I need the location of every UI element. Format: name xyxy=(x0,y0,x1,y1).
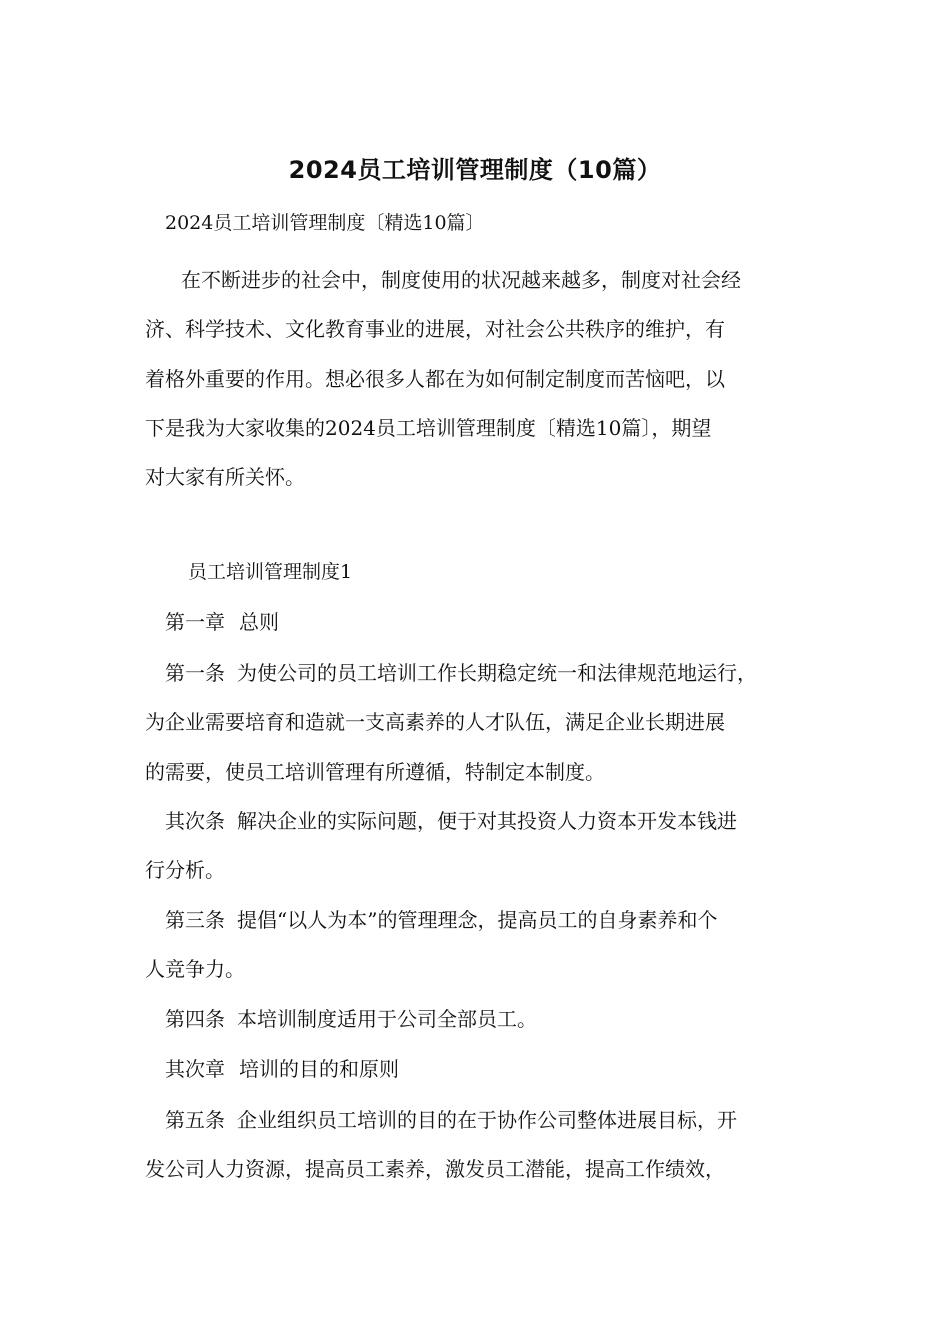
article-paragraph xyxy=(145,649,825,797)
chapter-title: 总则 xyxy=(239,610,279,634)
article-text: 企业组织员工培训的目的在于协作公司整体进展目标，开 xyxy=(237,1108,737,1132)
chapter-number: 其次章 xyxy=(165,1057,225,1081)
article-line xyxy=(145,896,825,945)
intro-line: 下是我为大家收集的2024员工培训管理制度〔精选10篇〕，期望 xyxy=(145,415,712,440)
article-line: 人竞争力。 xyxy=(145,957,245,982)
chapter-title: 培训的目的和原则 xyxy=(239,1057,399,1081)
article-text: 提倡“以人为本”的管理理念，提高员工的自身素养和个 xyxy=(237,908,718,932)
article-text: 为使公司的员工培训工作长期稳定统一和法律规范地运行， xyxy=(237,661,757,685)
article-paragraph xyxy=(145,797,825,896)
article-text: 本培训制度适用于公司全部员工。 xyxy=(237,1007,537,1031)
article-number: 第五条 xyxy=(165,1108,225,1132)
article-number: 第四条 xyxy=(165,1007,225,1031)
intro-line: 对大家有所关怀。 xyxy=(145,465,305,490)
article-paragraph xyxy=(145,995,825,1044)
chapter-heading xyxy=(165,1053,399,1085)
article-number: 第三条 xyxy=(165,908,225,932)
article-paragraph xyxy=(145,1096,825,1195)
document-subtitle: 2024员工培训管理制度〔精选10篇〕 xyxy=(165,212,485,234)
article-line: 发公司人力资源，提高员工素养，激发员工潜能，提高工作绩效， xyxy=(145,1157,725,1182)
intro-line: 在不断进步的社会中，制度使用的状况越来越多，制度对社会经 xyxy=(181,268,741,292)
article-line: 行分析。 xyxy=(145,858,225,883)
chapter-heading xyxy=(165,606,279,638)
article-line: 的需要，使员工培训管理有所遵循，特制定本制度。 xyxy=(145,759,605,784)
article-line: 为企业需要培育和造就一支高素养的人才队伍，满足企业长期进展 xyxy=(145,710,725,735)
intro-line: 济、科学技术、文化教育事业的进展，对社会公共秩序的维护，有 xyxy=(145,317,725,342)
article-line xyxy=(145,649,825,698)
intro-paragraph xyxy=(145,256,815,502)
document-title: 2024员工培训管理制度（10篇） xyxy=(288,156,662,184)
chapter-number: 第一章 xyxy=(165,610,225,634)
article-number: 其次条 xyxy=(165,809,225,833)
intro-line: 着格外重要的作用。想必很多人都在为如何制定制度而苦恼吧，以 xyxy=(145,366,725,391)
article-line xyxy=(145,797,825,846)
article-line xyxy=(145,1096,825,1145)
section-heading: 员工培训管理制度1 xyxy=(188,561,353,583)
article-paragraph xyxy=(145,896,825,995)
article-number: 第一条 xyxy=(165,661,225,685)
article-text: 解决企业的实际问题，便于对其投资人力资本开发本钱进 xyxy=(237,809,737,833)
article-line xyxy=(145,995,825,1044)
